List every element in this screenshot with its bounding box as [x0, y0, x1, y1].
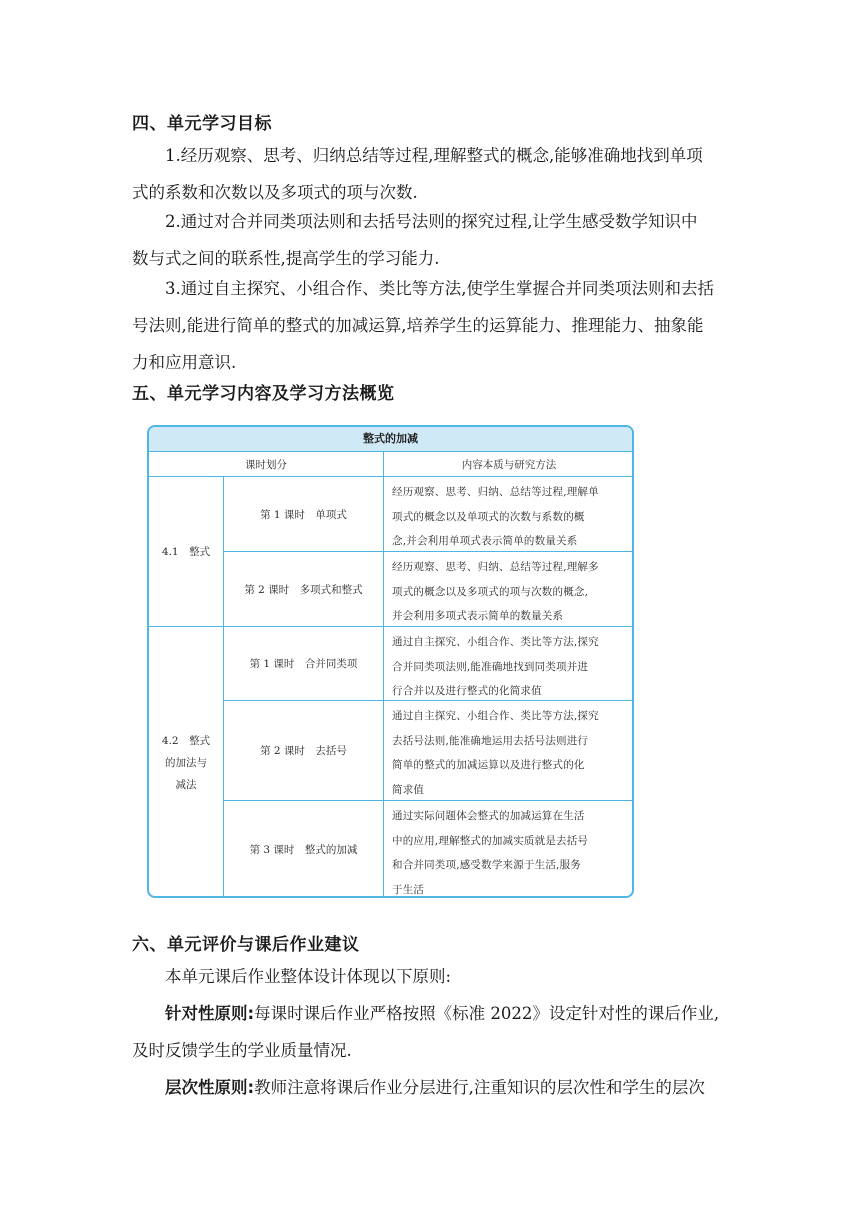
principle-1-text: 每课时课后作业严格按照《标准 2022》设定针对性的课后作业,	[254, 1004, 720, 1023]
goal-1-line-1: 1.经历观察、思考、归纳总结等过程,理解整式的概念,能够准确地找到单项	[165, 146, 703, 165]
row-1-content-line-1: 经历观察、思考、归纳、总结等过程,理解单	[392, 486, 599, 498]
row-3-lesson: 第 1 课时 合并同类项	[249, 658, 358, 670]
group-label-4-2	[149, 627, 223, 898]
group-label-4-2-line-2: 的加法与	[165, 756, 207, 769]
row-2-content	[384, 552, 634, 626]
unit-overview-table	[147, 425, 634, 898]
section-6-heading: 六、单元评价与课后作业建议	[132, 935, 360, 955]
row-3-content-line-2: 合并同类项法则,能准确地找到同类项并进	[392, 660, 589, 673]
table-rule-col-1	[223, 477, 224, 898]
table-rule-group	[149, 626, 632, 627]
group-label-4-2-line-1: 4.2 整式	[161, 734, 211, 747]
row-2-lesson: 第 2 课时 多项式和整式	[244, 583, 363, 596]
row-5-content-line-3: 和合并同类项,感受数学来源于生活,服务	[392, 859, 581, 871]
row-1-content-line-2: 项式的概念以及单项式的次数与系数的概	[392, 510, 585, 523]
row-4-content-line-1: 通过自主探究、小组合作、类比等方法,探究	[392, 710, 599, 722]
row-4-content-line-4: 简求值	[392, 783, 425, 796]
row-2-content-line-2: 项式的概念以及多项式的项与次数的概念,	[392, 585, 589, 598]
row-5-content-line-2: 中的应用,理解整式的加减实质就是去括号	[392, 834, 589, 847]
row-2-content-line-3: 并会利用多项式表示简单的数量关系	[392, 610, 564, 622]
row-1-content	[384, 477, 634, 551]
table-rule-row-4	[224, 800, 634, 801]
table-header-content: 内容本质与研究方法	[461, 458, 557, 471]
row-5-content	[384, 801, 634, 898]
row-5-lesson: 第 3 课时 整式的加减	[249, 844, 358, 856]
row-1-lesson: 第 1 课时 单项式	[260, 508, 347, 521]
goal-1-paragraph	[132, 137, 730, 211]
goal-3-paragraph	[132, 270, 730, 381]
row-3-content	[384, 627, 634, 700]
table-title: 整式的加减	[149, 427, 632, 452]
table-rule-row-3	[224, 700, 634, 701]
row-5-content-line-4: 于生活	[392, 883, 425, 896]
row-4-content-line-3: 简单的整式的加减运算以及进行整式的化	[392, 759, 585, 771]
row-4-content	[384, 701, 634, 800]
row-4-lesson: 第 2 课时 去括号	[260, 745, 347, 757]
row-3-content-line-1: 通过自主探究、小组合作、类比等方法,探究	[392, 636, 599, 648]
principle-2-line-1	[132, 1069, 730, 1106]
goal-2-line-1: 2.通过对合并同类项法则和去括号法则的探究过程,让学生感受数学知识中	[165, 212, 698, 231]
goal-3-line-1: 3.通过自主探究、小组合作、类比等方法,使学生掌握合并同类项法则和去括	[165, 279, 714, 298]
group-label-4-1: 4.1 整式	[161, 546, 211, 558]
principle-1-lead: 针对性原则:	[165, 1004, 255, 1023]
principle-2-lead: 层次性原则:	[165, 1078, 255, 1097]
table-rule-header	[149, 476, 632, 477]
section-6-body	[132, 958, 730, 1106]
principle-1-line-2: 及时反馈学生的学业质量情况.	[132, 1041, 352, 1060]
table-rule-col-2	[383, 452, 384, 898]
row-4-content-line-2: 去括号法则,能准确地运用去括号法则进行	[392, 734, 589, 747]
section-4-heading: 四、单元学习目标	[132, 114, 272, 134]
table-rule-row-1	[224, 551, 634, 552]
table-header-lessons: 课时划分	[245, 458, 287, 471]
section-6-intro: 本单元课后作业整体设计体现以下原则:	[165, 967, 452, 986]
row-3-content-line-3: 行合并以及进行整式的化简求值	[392, 685, 542, 697]
row-5-content-line-1: 通过实际问题体会整式的加减运算在生活	[392, 810, 585, 822]
principle-1-line-1	[132, 995, 730, 1032]
goal-2-paragraph	[132, 203, 730, 277]
group-label-4-2-line-3: 减法	[175, 778, 197, 791]
goal-3-line-3: 力和应用意识.	[132, 353, 237, 372]
goal-1-line-2: 式的系数和次数以及多项式的项与次数.	[132, 183, 418, 202]
section-5-heading: 五、单元学习内容及学习方法概览	[132, 384, 395, 404]
principle-2-text: 教师注意将课后作业分层进行,注重知识的层次性和学生的层次	[254, 1078, 705, 1097]
goal-3-line-2: 号法则,能进行简单的整式的加减运算,培养学生的运算能力、推理能力、抽象能	[132, 316, 704, 335]
row-2-content-line-1: 经历观察、思考、归纳、总结等过程,理解多	[392, 561, 599, 573]
goal-2-line-2: 数与式之间的联系性,提高学生的学习能力.	[132, 249, 440, 268]
row-1-content-line-3: 念,并会利用单项式表示简单的数量关系	[392, 535, 578, 547]
